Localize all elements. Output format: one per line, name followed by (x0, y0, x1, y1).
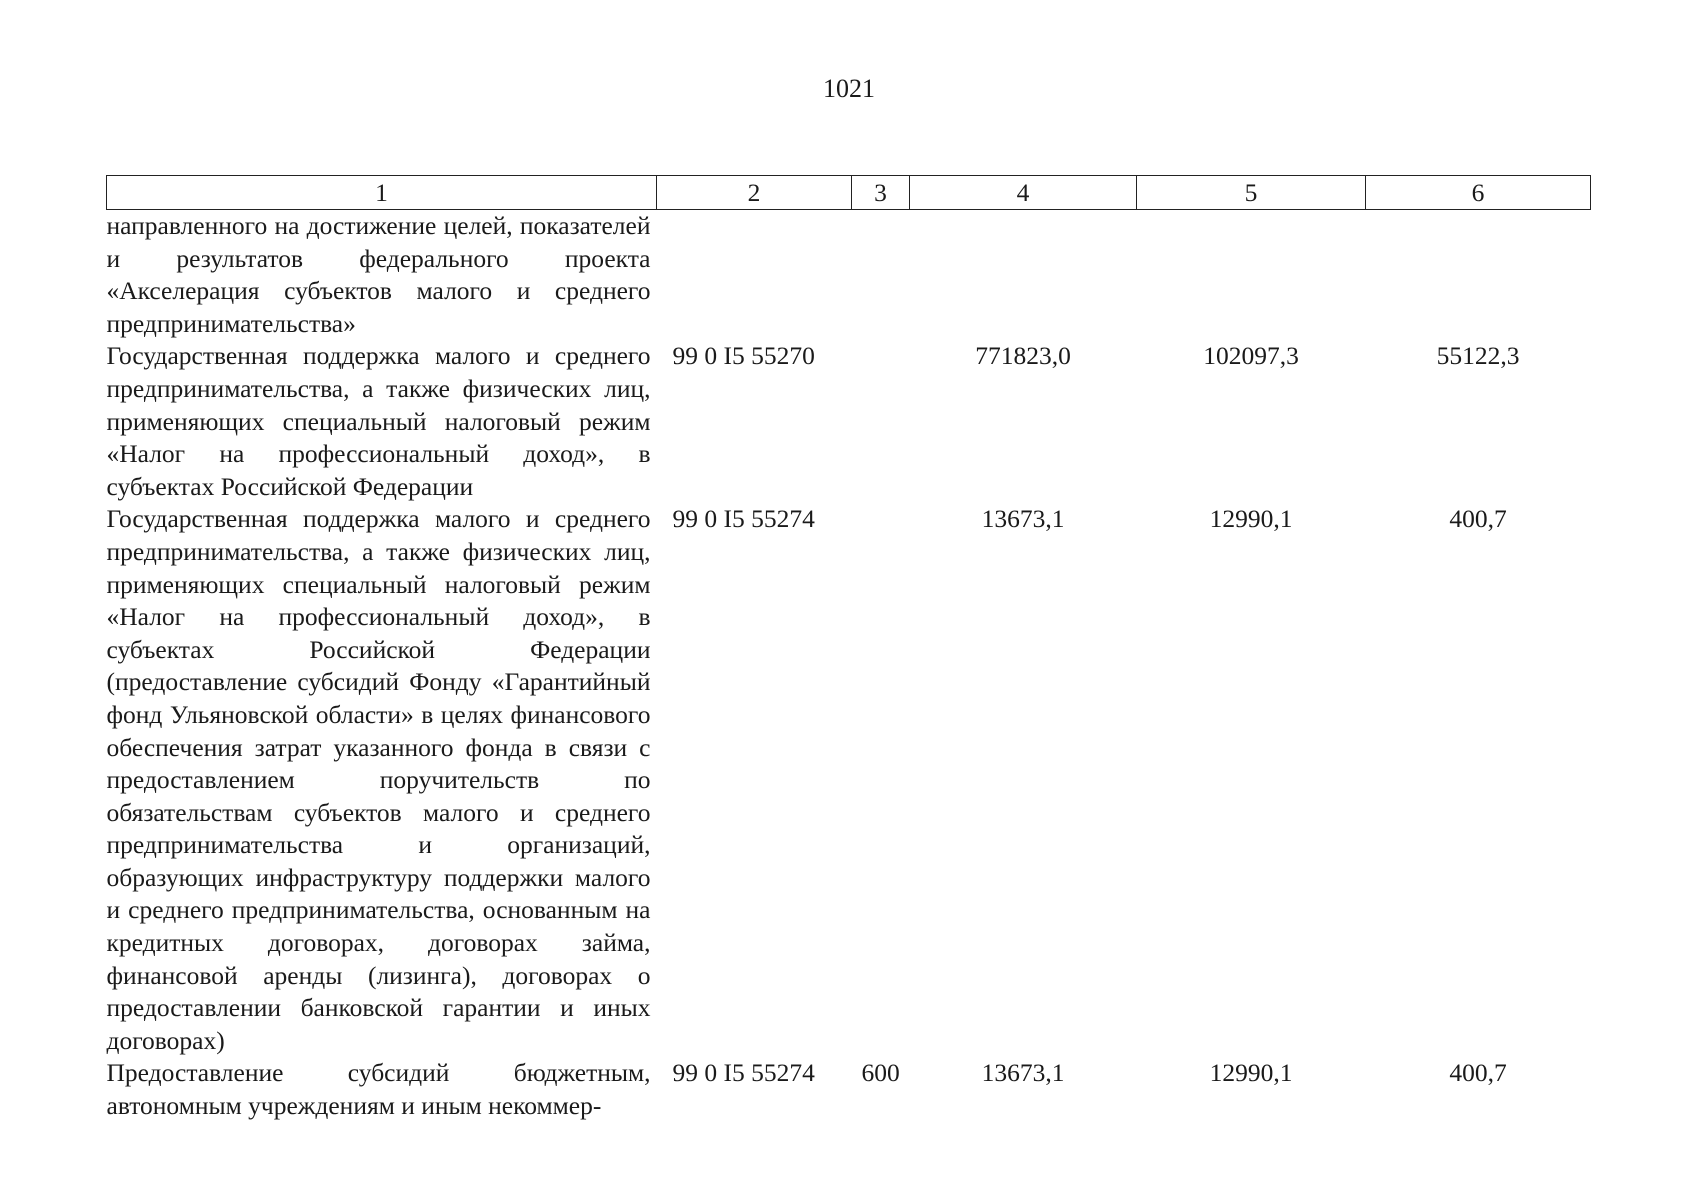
row-value-2: 12990,1 (1209, 1058, 1293, 1088)
row-code: 99 0 I5 55274 (672, 1058, 815, 1088)
row-name: Предоставление субсидий бюджетным, автономным учреждениям и иным некоммер- (106, 1058, 651, 1121)
row-name: Государственная поддержка малого и среднего предпринимательства, а также физических лиц, применяющих специальный налоговый режим «Налог на профессиональный доход», в субъектах Российской Федерации (106, 341, 651, 501)
column-header-4: 4 (910, 176, 1137, 210)
column-header-3: 3 (852, 176, 910, 210)
row-value-2: 102097,3 (1203, 341, 1299, 371)
table-header (107, 176, 1591, 210)
row-value-2: 12990,1 (1209, 504, 1293, 534)
column-header-1: 1 (107, 176, 657, 210)
table-body (107, 210, 1591, 1123)
table-row (107, 210, 1591, 341)
row-expense-type (852, 503, 910, 1057)
row-expense-type (852, 340, 910, 503)
table-row (107, 503, 1591, 1057)
table-row (107, 340, 1591, 503)
page-number: 1021 (823, 74, 875, 103)
row-value-1: 771823,0 (975, 341, 1071, 371)
budget-table (106, 175, 1591, 1123)
row-code (657, 210, 852, 341)
row-name: Государственная поддержка малого и среднего предпринимательства, а также физических лиц, применяющих специальный налоговый режим «Налог на профессиональный доход», в субъектах Российской Федерации (предоставление субсидий Фонду «Гарантийный фонд Ульяновской области» в целях финансового обеспечения затрат указанного фонда в связи с предоставлением поручительств по обязательствам субъектов малого и среднего предпринимательства и организаций, образующих инфраструктуру поддержки малого и среднего предпринимательства, основанным на кредитных договорах, договорах займа, финансовой аренды (лизинга), договорах о предоставлении банковской гарантии и иных договорах) (106, 504, 651, 1055)
row-expense-type: 600 (861, 1058, 900, 1088)
row-value-2 (1137, 210, 1366, 341)
table-row (107, 1057, 1591, 1122)
row-value-1: 13673,1 (981, 504, 1065, 534)
row-name: направленного на достижение целей, показателей и результатов федерального проекта «Акселерация субъектов малого и среднего предпринимательства» (106, 211, 651, 338)
column-header-6: 6 (1366, 176, 1591, 210)
header-row (107, 176, 1591, 210)
row-value-1 (910, 210, 1137, 341)
column-header-2: 2 (657, 176, 852, 210)
row-value-3: 55122,3 (1436, 341, 1520, 371)
row-value-3: 400,7 (1449, 1058, 1507, 1088)
row-code: 99 0 I5 55270 (672, 341, 815, 371)
row-value-1: 13673,1 (981, 1058, 1065, 1088)
row-code: 99 0 I5 55274 (672, 504, 815, 534)
row-value-3 (1366, 210, 1591, 341)
row-value-3: 400,7 (1449, 504, 1507, 534)
row-expense-type (852, 210, 910, 341)
column-header-5: 5 (1137, 176, 1366, 210)
